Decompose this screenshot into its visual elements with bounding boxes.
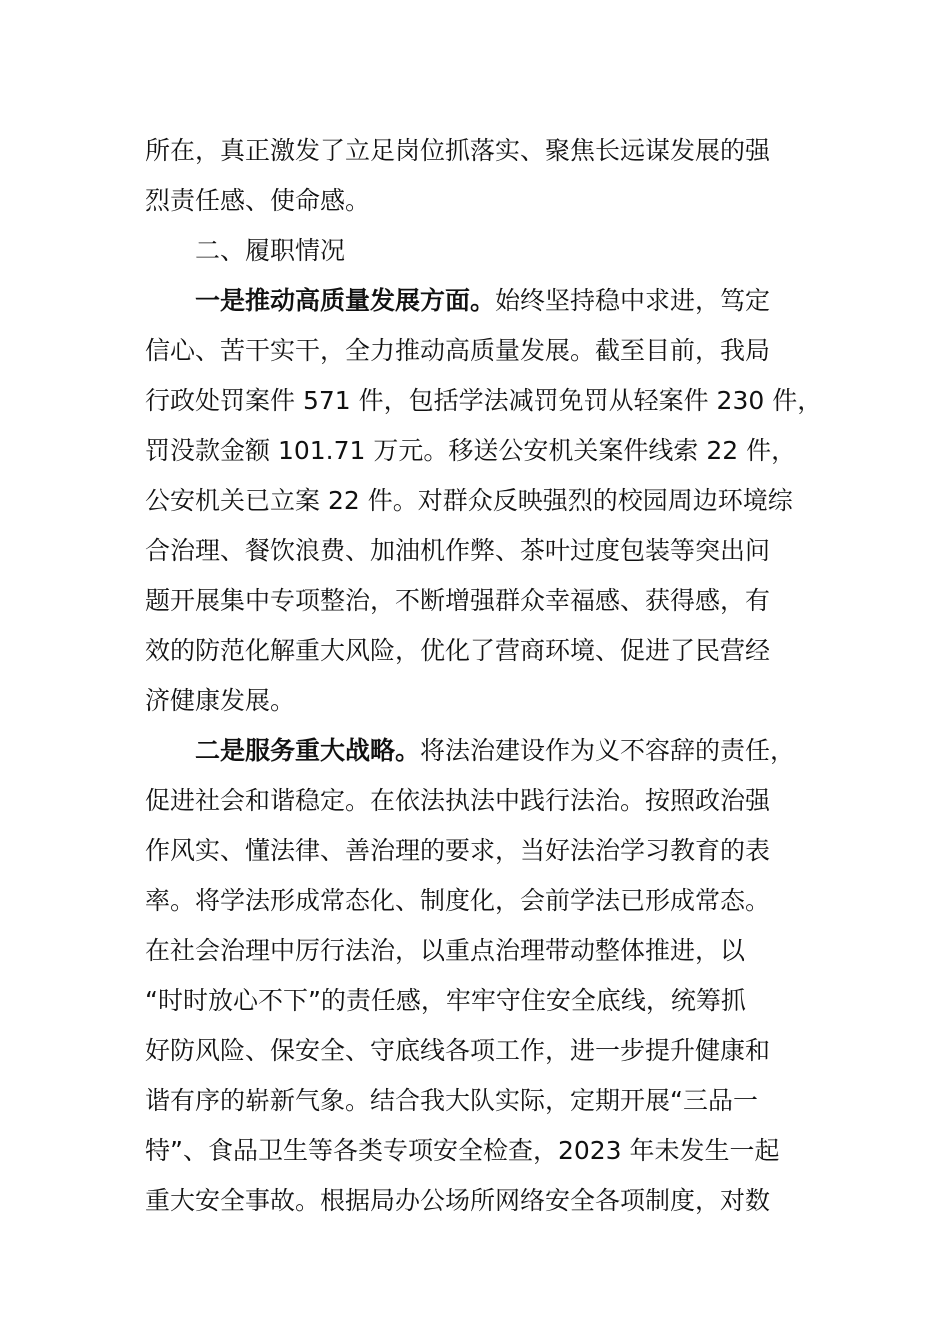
paragraph-lead-1: 一是推动高质量发展方面。 <box>195 286 496 315</box>
document-body <box>145 126 835 1226</box>
text-line: 好防风险、保安全、守底线各项工作，进一步提升健康和 <box>145 1036 771 1065</box>
text-line: 促进社会和谐稳定。在依法执法中践行法治。按照政治强 <box>145 786 771 815</box>
text-line: 合治理、餐饮浪费、加油机作弊、茶叶过度包装等突出问 <box>145 536 771 565</box>
text-line: 特”、食品卫生等各类专项安全检查，2023 年未发生一起 <box>145 1136 780 1165</box>
text-line: 罚没款金额 101.71 万元。移送公安机关案件线索 22 件， <box>145 436 797 465</box>
text-line: 济健康发展。 <box>145 686 296 715</box>
text-line: “时时放心不下”的责任感，牢牢守住安全底线，统筹抓 <box>145 986 746 1015</box>
text-line: 烈责任感、使命感。 <box>145 186 371 215</box>
text-line: 信心、苦干实干，全力推动高质量发展。截至目前，我局 <box>145 336 771 365</box>
text-line: 作风实、懂法律、善治理的要求，当好法治学习教育的表 <box>145 836 771 865</box>
text-line: 公安机关已立案 22 件。对群众反映强烈的校园周边环境综 <box>145 486 793 515</box>
paragraph-first-line <box>145 276 835 326</box>
text-line: 率。将学法形成常态化、制度化，会前学法已形成常态。 <box>145 886 771 915</box>
text-line: 在社会治理中厉行法治，以重点治理带动整体推进，以 <box>145 936 746 965</box>
text-line: 谐有序的崭新气象。结合我大队实际，定期开展“三品一 <box>145 1086 758 1115</box>
text-line: 重大安全事故。根据局办公场所网络安全各项制度，对数 <box>145 1186 771 1215</box>
paragraph-first-line <box>145 726 835 776</box>
text-run: 将法治建设作为义不容辞的责任， <box>420 736 796 765</box>
text-line: 效的防范化解重大风险，优化了营商环境、促进了民营经 <box>145 636 771 665</box>
section-heading: 二、履职情况 <box>195 236 346 265</box>
text-line: 题开展集中专项整治，不断增强群众幸福感、获得感，有 <box>145 586 771 615</box>
text-line: 行政处罚案件 571 件，包括学法减罚免罚从轻案件 230 件， <box>145 386 823 415</box>
paragraph-lead-2: 二是服务重大战略。 <box>195 736 421 765</box>
text-run: 始终坚持稳中求进，笃定 <box>495 286 771 315</box>
text-line: 所在，真正激发了立足岗位抓落实、聚焦长远谋发展的强 <box>145 136 771 165</box>
